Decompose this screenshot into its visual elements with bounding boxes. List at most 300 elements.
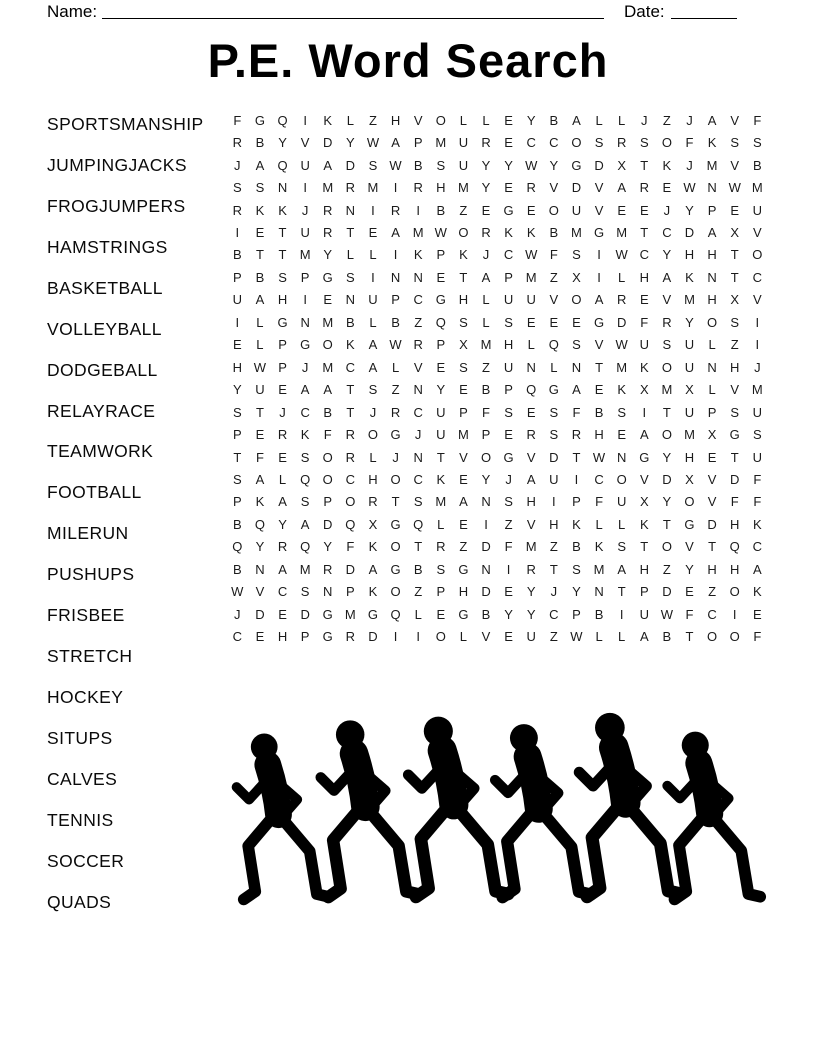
grid-letter: U (458, 135, 469, 151)
grid-letter: V (549, 180, 559, 196)
grid-letter: E (662, 180, 672, 196)
grid-letter: L (595, 516, 603, 532)
grid-letter: T (730, 449, 739, 465)
grid-letter: Y (685, 202, 694, 218)
grid-letter: E (278, 449, 287, 465)
grid-letter: W (570, 629, 583, 645)
grid-letter: M (367, 180, 379, 196)
grid-letter: G (300, 337, 311, 353)
grid-letter: B (232, 247, 242, 263)
grid-letter: Y (481, 157, 491, 173)
grid-letter: O (322, 471, 333, 487)
grid-letter: E (459, 382, 468, 398)
grid-letter: I (303, 112, 307, 128)
grid-letter: L (346, 112, 354, 128)
grid-letter: D (594, 157, 604, 173)
grid-letter: H (277, 292, 288, 308)
grid-letter: B (481, 382, 491, 398)
grid-letter: R (368, 494, 378, 510)
grid-letter: A (368, 337, 378, 353)
grid-letter: F (730, 494, 739, 510)
grid-letter: D (323, 135, 333, 151)
word-list-item: QUADS (47, 891, 112, 912)
runner-silhouette (321, 720, 419, 897)
word-list-item: RELAYRACE (47, 400, 156, 421)
grid-letter: B (346, 314, 355, 330)
word-list-item: TEAMWORK (47, 441, 154, 462)
grid-letter: R (526, 427, 536, 443)
grid-letter: J (686, 112, 693, 128)
grid-letter: A (526, 471, 536, 487)
grid-letter: L (256, 314, 264, 330)
grid-letter: N (413, 449, 423, 465)
word-list-item: BASKETBALL (47, 277, 163, 298)
grid-letter: Y (323, 539, 333, 555)
grid-letter: J (641, 112, 648, 128)
grid-letter: C (277, 584, 288, 600)
grid-letter: R (481, 135, 491, 151)
grid-letter: W (231, 584, 244, 600)
grid-letter: Z (459, 539, 468, 555)
grid-letter: S (368, 157, 378, 173)
grid-letter: O (661, 135, 672, 151)
grid-letter: P (300, 269, 310, 285)
grid-letter: P (572, 494, 581, 510)
grid-letter: Q (435, 314, 446, 330)
date-input-line[interactable] (671, 0, 737, 19)
grid-letter: Y (504, 606, 513, 622)
grid-letter: O (390, 471, 401, 487)
grid-letter: L (618, 269, 626, 285)
grid-letter: F (753, 629, 762, 645)
word-list-item: PUSHUPS (47, 564, 135, 585)
grid-letter: U (752, 202, 763, 218)
grid-letter: C (526, 135, 536, 151)
grid-letter: L (369, 449, 377, 465)
grid-letter: F (753, 471, 762, 487)
grid-letter: V (549, 292, 559, 308)
word-list-item: FOOTBALL (47, 482, 142, 503)
grid-letter: D (368, 629, 378, 645)
grid-letter: P (436, 584, 446, 600)
grid-letter: W (683, 180, 696, 196)
grid-letter: U (549, 471, 559, 487)
grid-letter: L (459, 112, 468, 128)
grid-letter: B (752, 157, 762, 173)
grid-letter: P (639, 584, 649, 600)
grid-letter: E (526, 404, 536, 420)
grid-letter: J (301, 202, 309, 218)
grid-letter: V (730, 112, 740, 128)
grid-letter: K (639, 359, 649, 375)
grid-letter: A (300, 516, 310, 532)
grid-letter: M (344, 606, 356, 622)
grid-letter: P (707, 404, 717, 420)
grid-letter: D (616, 314, 627, 330)
grid-letter: V (413, 112, 423, 128)
grid-letter: G (503, 449, 514, 465)
grid-letter: Z (482, 359, 490, 375)
grid-letter: U (503, 292, 514, 308)
grid-letter: E (255, 224, 265, 240)
grid-letter: K (255, 494, 265, 510)
grid-letter: E (526, 202, 536, 218)
grid-letter: B (594, 404, 604, 420)
grid-letter: L (369, 314, 377, 330)
grid-letter: H (707, 292, 717, 308)
grid-letter: W (389, 337, 402, 353)
grid-letter: U (436, 404, 446, 420)
grid-letter: V (730, 382, 740, 398)
grid-letter: S (459, 314, 468, 330)
grid-letter: Z (414, 314, 423, 330)
grid-letter: S (300, 449, 310, 465)
grid-letter: E (526, 314, 536, 330)
grid-letter: E (617, 427, 626, 443)
grid-letter: O (435, 112, 446, 128)
grid-letter: O (616, 471, 627, 487)
grid-letter: V (526, 516, 536, 532)
grid-letter: G (548, 382, 559, 398)
grid-letter: W (253, 359, 267, 375)
grid-letter: F (346, 539, 355, 555)
grid-letter: W (592, 449, 606, 465)
grid-letter: K (707, 135, 717, 151)
grid-letter: U (684, 337, 695, 353)
grid-letter: O (322, 337, 333, 353)
grid-letter: S (255, 180, 265, 196)
grid-letter: Z (730, 337, 739, 353)
grid-letter: O (571, 135, 582, 151)
grid-letter: O (322, 449, 333, 465)
grid-letter: L (482, 112, 490, 128)
grid-letter: T (617, 584, 626, 600)
grid-letter: Q (277, 112, 288, 128)
grid-letter: A (255, 471, 265, 487)
grid-letter: W (615, 337, 628, 353)
grid-letter: C (345, 359, 356, 375)
grid-letter: V (594, 180, 604, 196)
grid-letter: K (278, 202, 287, 218)
grid-letter: V (481, 629, 491, 645)
grid-letter: K (662, 157, 672, 173)
grid-letter: S (300, 584, 310, 600)
grid-letter: G (390, 427, 401, 443)
grid-letter: K (368, 584, 378, 600)
grid-letter: D (549, 449, 559, 465)
grid-letter: E (572, 314, 581, 330)
grid-letter: G (571, 157, 582, 173)
grid-letter: O (390, 584, 401, 600)
grid-letter: T (255, 404, 264, 420)
grid-letter: R (390, 202, 401, 218)
grid-letter: K (504, 224, 513, 240)
grid-letter: M (299, 247, 311, 263)
grid-letter: U (255, 382, 265, 398)
grid-letter: N (616, 449, 627, 465)
grid-letter: A (368, 359, 378, 375)
grid-letter: F (233, 112, 242, 128)
grid-letter: P (707, 202, 717, 218)
grid-letter: Y (526, 606, 536, 622)
grid-letter: O (729, 629, 740, 645)
grid-letter: F (255, 449, 264, 465)
grid-letter: V (685, 539, 694, 555)
grid-letter: Q (277, 157, 288, 173)
grid-letter: I (416, 629, 420, 645)
grid-letter: Z (549, 269, 558, 285)
grid-letter: D (345, 157, 356, 173)
grid-letter: M (480, 337, 492, 353)
grid-letter: T (640, 157, 649, 173)
grid-letter: N (345, 202, 356, 218)
grid-letter: Z (391, 382, 400, 398)
grid-letter: V (594, 337, 604, 353)
grid-letter: M (684, 427, 695, 443)
grid-letter: P (323, 494, 333, 510)
grid-letter: A (639, 629, 649, 645)
grid-letter: M (616, 359, 628, 375)
grid-letter: I (371, 269, 375, 285)
grid-letter: E (685, 584, 694, 600)
grid-letter: R (277, 539, 288, 555)
grid-letter: O (435, 629, 446, 645)
grid-letter: S (617, 404, 626, 420)
grid-letter: E (436, 606, 446, 622)
grid-letter: F (640, 314, 649, 330)
grid-letter: I (642, 404, 647, 420)
grid-letter: H (707, 561, 717, 577)
grid-letter: X (617, 157, 626, 173)
grid-letter: L (550, 359, 558, 375)
grid-letter: O (684, 494, 695, 510)
grid-letter: S (572, 337, 581, 353)
grid-letter: E (504, 584, 513, 600)
grid-letter: L (595, 629, 603, 645)
grid-letter: K (685, 269, 694, 285)
name-input-line[interactable] (102, 0, 604, 19)
grid-letter: H (503, 337, 514, 353)
grid-letter: X (459, 337, 468, 353)
grid-letter: R (345, 449, 356, 465)
grid-letter: H (390, 112, 401, 128)
grid-letter: I (416, 202, 420, 218)
grid-letter: I (393, 180, 398, 196)
grid-letter: Y (685, 314, 694, 330)
grid-letter: S (232, 180, 242, 196)
grid-letter: W (525, 157, 538, 173)
grid-letter: E (436, 269, 446, 285)
grid-letter: G (390, 516, 401, 532)
grid-letter: Y (278, 135, 287, 151)
grid-letter: J (301, 359, 309, 375)
grid-letter: C (413, 292, 423, 308)
grid-letter: V (255, 584, 265, 600)
grid-letter: W (728, 180, 741, 196)
grid-letter: Y (685, 561, 694, 577)
grid-letter: B (413, 561, 423, 577)
grid-letter: S (504, 314, 513, 330)
grid-letter: U (526, 292, 536, 308)
grid-letter: R (616, 292, 627, 308)
grid-letter: B (391, 314, 400, 330)
grid-letter: L (459, 629, 468, 645)
grid-letter: N (594, 584, 604, 600)
grid-letter: I (732, 606, 737, 622)
grid-letter: T (730, 269, 739, 285)
grid-letter: H (639, 269, 649, 285)
grid-letter: F (482, 404, 490, 420)
grid-letter: X (730, 224, 740, 240)
grid-letter: V (594, 202, 604, 218)
word-list-item: FROGJUMPERS (47, 195, 186, 216)
grid-letter: L (527, 337, 535, 353)
grid-letter: P (572, 606, 581, 622)
grid-letter: L (414, 606, 422, 622)
grid-letter: K (752, 584, 762, 600)
grid-letter: K (346, 337, 355, 353)
grid-letter: N (413, 269, 423, 285)
grid-letter: U (571, 202, 582, 218)
word-list-item: JUMPINGJACKS (47, 154, 187, 175)
grid-letter: B (436, 202, 446, 218)
grid-letter: G (390, 561, 401, 577)
grid-letter: B (323, 404, 333, 420)
grid-letter: R (345, 180, 356, 196)
grid-letter: I (235, 224, 240, 240)
grid-letter: Z (662, 112, 671, 128)
grid-letter: A (278, 494, 287, 510)
grid-letter: L (391, 359, 400, 375)
grid-letter: I (755, 314, 760, 330)
grid-letter: F (572, 404, 581, 420)
grid-letter: E (504, 629, 513, 645)
grid-letter: T (391, 494, 400, 510)
grid-letter: J (234, 606, 241, 622)
grid-letter: F (753, 494, 762, 510)
grid-letter: U (639, 337, 649, 353)
grid-letter: L (708, 382, 716, 398)
grid-letter: S (436, 561, 446, 577)
grid-letter: T (278, 247, 287, 263)
grid-letter: R (277, 427, 288, 443)
grid-letter: G (503, 202, 514, 218)
grid-letter: X (707, 427, 717, 443)
grid-letter: J (279, 404, 286, 420)
runner-silhouette (495, 724, 591, 897)
grid-letter: C (594, 471, 604, 487)
grid-letter: Z (459, 202, 468, 218)
grid-letter: A (707, 224, 717, 240)
grid-letter: A (572, 112, 581, 128)
grid-letter: R (526, 180, 536, 196)
grid-letter: C (707, 606, 717, 622)
grid-letter: H (436, 180, 446, 196)
grid-letter: Q (345, 516, 356, 532)
grid-letter: Q (729, 539, 740, 555)
grid-letter: O (729, 584, 740, 600)
grid-letter: U (526, 629, 536, 645)
grid-letter: R (616, 135, 627, 151)
grid-letter: T (346, 382, 355, 398)
grid-letter: J (482, 247, 490, 263)
grid-letter: M (322, 180, 334, 196)
grid-letter: S (617, 539, 626, 555)
grid-letter: G (458, 561, 469, 577)
grid-letter: H (526, 494, 536, 510)
grid-letter: L (708, 337, 716, 353)
runner-silhouette (667, 732, 760, 900)
grid-letter: N (707, 359, 717, 375)
grid-letter: I (371, 202, 375, 218)
grid-letter: I (755, 337, 760, 353)
grid-letter: K (639, 516, 649, 532)
grid-letter: V (752, 292, 762, 308)
grid-letter: O (661, 427, 672, 443)
grid-letter: L (618, 516, 626, 532)
word-list-item: STRETCH (47, 646, 133, 667)
grid-letter: T (730, 247, 739, 263)
grid-letter: X (368, 516, 378, 532)
grid-letter: I (619, 606, 624, 622)
grid-letter: F (685, 606, 694, 622)
grid-letter: O (571, 292, 582, 308)
grid-letter: M (435, 494, 447, 510)
grid-letter: A (662, 269, 672, 285)
grid-letter: G (458, 606, 469, 622)
grid-letter: O (752, 247, 763, 263)
grid-letter: E (617, 202, 626, 218)
grid-letter: P (436, 337, 446, 353)
grid-letter: V (459, 449, 468, 465)
grid-letter: S (572, 247, 581, 263)
word-list-item: DODGEBALL (47, 359, 158, 380)
grid-letter: S (436, 157, 446, 173)
grid-letter: T (459, 269, 468, 285)
grid-letter: M (525, 539, 537, 555)
grid-letter: P (300, 629, 310, 645)
grid-letter: Q (254, 516, 265, 532)
letter-grid (226, 109, 769, 648)
grid-letter: E (459, 516, 468, 532)
grid-letter: Q (300, 539, 311, 555)
grid-letter: S (752, 427, 762, 443)
grid-letter: K (413, 247, 423, 263)
grid-letter: F (753, 112, 762, 128)
grid-letter: H (594, 427, 604, 443)
grid-letter: X (730, 292, 740, 308)
grid-letter: N (413, 382, 423, 398)
grid-letter: A (617, 180, 626, 196)
grid-letter: Z (414, 584, 423, 600)
grid-letter: P (504, 382, 513, 398)
grid-letter: N (481, 561, 491, 577)
grid-letter: H (730, 359, 740, 375)
grid-letter: Y (436, 382, 446, 398)
grid-letter: Q (232, 539, 243, 555)
grid-letter: M (593, 561, 605, 577)
grid-letter: E (436, 359, 446, 375)
grid-letter: K (459, 247, 468, 263)
grid-letter: I (393, 247, 398, 263)
grid-letter: I (597, 247, 601, 263)
grid-letter: A (572, 382, 581, 398)
grid-letter: P (232, 494, 242, 510)
grid-letter: K (752, 516, 762, 532)
grid-letter: C (752, 539, 763, 555)
grid-letter: J (392, 449, 399, 465)
grid-letter: H (232, 359, 242, 375)
